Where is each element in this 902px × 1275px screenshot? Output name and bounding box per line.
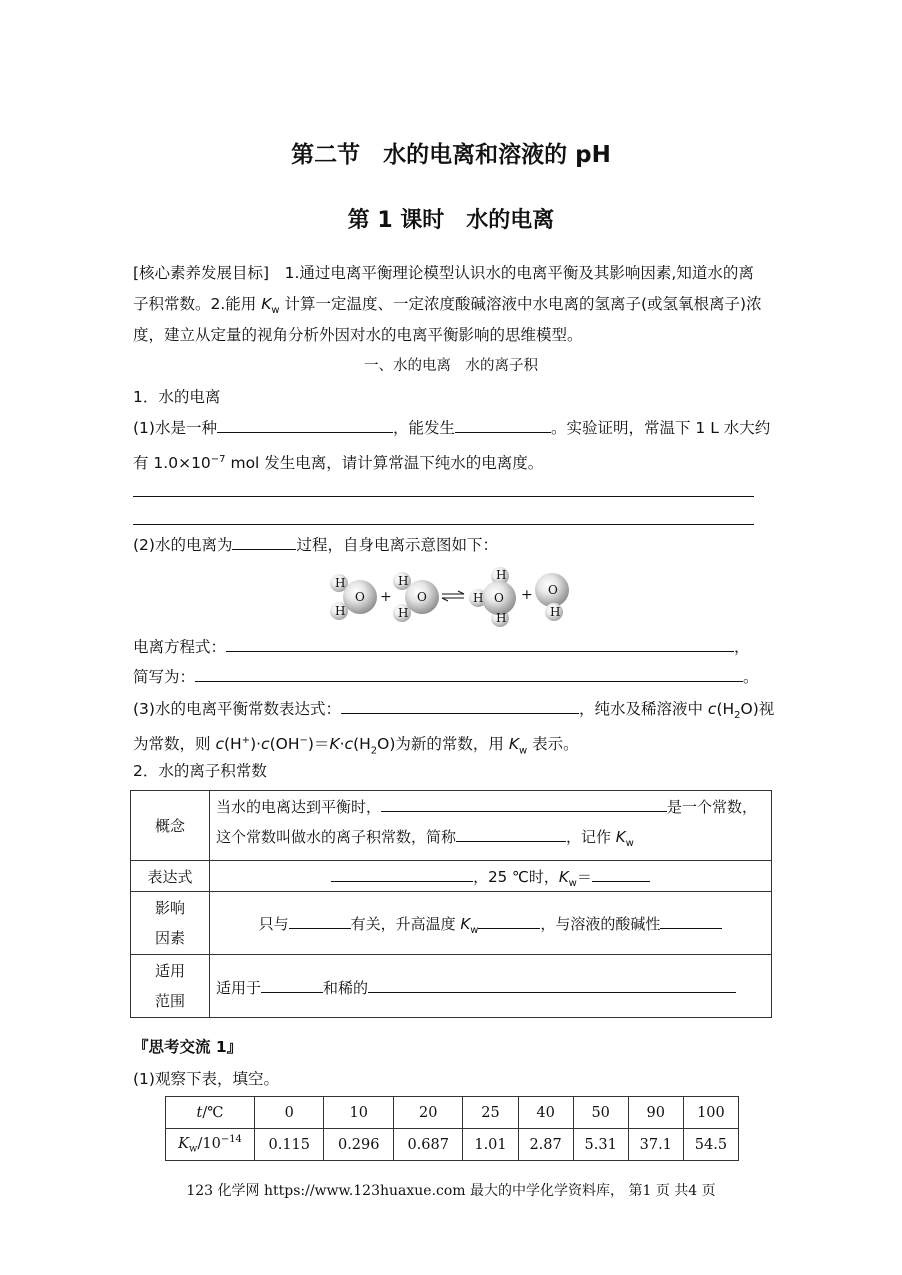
kw-exponent: −14	[220, 1134, 242, 1146]
concept-text-a: 当水的电离达到平衡时，	[216, 798, 382, 816]
q3-text-h: (OH	[269, 735, 300, 754]
temperature-cell: 25	[463, 1097, 518, 1129]
think-exchange-heading: 『思考交流 1』	[133, 1038, 243, 1056]
blank-temperature-effect[interactable]	[478, 910, 540, 929]
kw-subscript: w	[470, 925, 479, 936]
atom-label-o: O	[417, 590, 427, 604]
expression-text-a: ，25 ℃时，	[473, 868, 559, 886]
equation-comma: ，	[734, 638, 750, 656]
question-1-line-2	[133, 444, 543, 479]
factors-text-c: ，与溶液的酸碱性	[540, 915, 661, 933]
goals-line-3: 度，建立从定量的视角分析外因对水的电离平衡影响的思维模型。	[133, 326, 583, 344]
blank-short-name[interactable]	[456, 823, 566, 842]
blank-scope-1[interactable]	[261, 974, 323, 993]
concept-cell	[210, 791, 772, 861]
atom-label-h: H	[335, 604, 346, 618]
atom-label-o: O	[355, 590, 365, 604]
lesson-subtitle: 第 1 课时 水的电离	[347, 208, 555, 233]
table-row	[166, 1129, 739, 1161]
goals-text-2b: 计算一定温度、一定浓度酸碱溶液中水电离的氢离子(或氢氧根离子)浓	[279, 295, 762, 313]
blank-equilibrium-constant[interactable]	[341, 695, 579, 714]
self-ionization-diagram	[325, 566, 575, 628]
atom-label-o: O	[548, 583, 558, 597]
page-footer: 123 化学网 https://www.123huaxue.com 最大的中学化学资料库， 第1 页 共4 页	[186, 1183, 716, 1199]
expression-text-b: ＝	[576, 868, 592, 886]
scope-cell	[210, 955, 772, 1018]
blank-ionization[interactable]	[455, 414, 551, 433]
page-title: 第二节 水的电离和溶液的 pH	[291, 142, 611, 168]
q2-text-a: (2)水的电离为	[133, 536, 233, 554]
kw-value-cell: 54.5	[683, 1129, 738, 1161]
kw-subscript: w	[625, 838, 634, 849]
kw-value-cell: 37.1	[628, 1129, 683, 1161]
atom-label-h: H	[473, 591, 484, 605]
concept-text-d: ，记作	[566, 828, 616, 846]
temperature-unit: /℃	[202, 1104, 224, 1121]
blank-process[interactable]	[232, 531, 296, 550]
factors-text-a: 只与	[258, 915, 289, 933]
q1-text-c: 。实验证明，常温下 1 L 水大约	[550, 419, 771, 437]
expression-cell	[210, 861, 772, 892]
q3-sup-minus: −	[299, 735, 308, 746]
temperature-cell: 40	[518, 1097, 573, 1129]
equilibrium-arrows-icon	[441, 590, 465, 602]
subheading-ion-product: 2．水的离子积常数	[133, 762, 267, 780]
goals-label: [核心素养发展目标]	[133, 264, 270, 282]
q1-exponent: −7	[210, 454, 226, 465]
q1-text-e: mol 发生电离，请计算常温下纯水的电离度。	[225, 454, 544, 473]
blank-water-type[interactable]	[217, 414, 393, 433]
kw-subscript: w	[519, 745, 528, 757]
kw-symbol: K	[178, 1135, 189, 1152]
answer-line-1[interactable]	[133, 496, 754, 497]
atom-label-h: H	[335, 576, 346, 590]
q3-text-i: )＝	[307, 735, 330, 754]
temperature-cell: 10	[324, 1097, 393, 1129]
atom-label-h: H	[550, 605, 561, 619]
blank-acidity-effect[interactable]	[660, 910, 722, 929]
kw-subscript: w	[188, 1143, 198, 1155]
factors-text-b: 有关，升高温度	[350, 915, 461, 933]
c-symbol: c	[215, 735, 224, 754]
scope-text-b: 和稀的	[323, 979, 369, 997]
blank-concept-product[interactable]	[381, 793, 667, 812]
atom-label-h: H	[398, 606, 409, 620]
concept-text-b: 是一个常数，	[667, 798, 758, 816]
kw-symbol: K	[261, 295, 272, 313]
q3-text-l: O)为新的常数，用	[377, 735, 509, 754]
blank-short-equation[interactable]	[195, 663, 743, 682]
t-symbol: t	[196, 1104, 203, 1121]
goals-line-1	[133, 258, 754, 289]
table-row	[131, 861, 772, 892]
c-symbol: c	[707, 700, 717, 718]
blank-equation[interactable]	[226, 633, 734, 652]
q2-text-b: 过程，自身电离示意图如下：	[296, 536, 498, 554]
subheading-ionization: 1．水的电离	[133, 388, 221, 406]
observe-instruction: (1)观察下表，填空。	[133, 1070, 279, 1088]
kw-symbol: K	[615, 828, 626, 846]
q1-text-a: (1)水是一种	[133, 419, 217, 437]
kw-header	[166, 1129, 255, 1161]
kw-symbol: K	[460, 915, 471, 933]
equation-label: 电离方程式：	[133, 638, 227, 656]
q3-text-a: (3)水的电离平衡常数表达式：	[133, 700, 341, 718]
ionization-equation-row	[133, 632, 750, 663]
scope-text-a: 适用于	[216, 979, 262, 997]
row-head-scope	[131, 955, 210, 1018]
atom-label-h: H	[496, 568, 507, 582]
q3-text-b: ，纯水及稀溶液中	[578, 700, 708, 718]
atom-label-o: O	[494, 591, 504, 605]
kw-subscript: w	[271, 305, 280, 317]
kw-symbol: K	[558, 868, 569, 886]
c-symbol: c	[261, 735, 270, 754]
blank-expression[interactable]	[331, 863, 473, 882]
plus-sign: +	[521, 587, 533, 603]
blank-scope-2[interactable]	[368, 974, 736, 993]
atom-label-h: H	[398, 574, 409, 588]
q3-text-k: (H	[353, 735, 371, 754]
q3-text-e: 为常数，则	[133, 735, 216, 754]
table-row	[131, 892, 772, 955]
factors-head-2: 因素	[154, 929, 185, 947]
scope-head-2: 范围	[154, 992, 185, 1010]
temperature-cell: 90	[628, 1097, 683, 1129]
goals-text-2a: 子积常数。2.能用	[133, 295, 262, 313]
q3-text-m: 表示。	[527, 735, 579, 754]
row-head-factors	[131, 892, 210, 955]
q3-text-f: (H	[223, 735, 242, 754]
q3-sup-plus: +	[241, 735, 251, 746]
question-1-line-1	[133, 413, 770, 444]
scope-head-1: 适用	[154, 962, 185, 980]
blank-factor[interactable]	[289, 910, 351, 929]
goals-text-1: 1.通过电离平衡理论模型认识水的电离平衡及其影响因素,知道水的离	[269, 264, 754, 282]
kw-value-cell: 0.296	[324, 1129, 393, 1161]
answer-line-2[interactable]	[133, 524, 754, 525]
section-heading: 一、水的电离 水的离子积	[364, 358, 538, 374]
factors-head-1: 影响	[154, 899, 185, 917]
ion-product-table	[130, 790, 772, 1018]
concept-text-c: 这个常数叫做水的离子积常数，简称	[216, 828, 457, 846]
temperature-header	[166, 1097, 255, 1129]
table-row	[131, 955, 772, 1018]
kw-value-cell: 1.01	[463, 1129, 518, 1161]
atom-label-h: H	[496, 611, 507, 625]
c-symbol: c	[344, 735, 354, 754]
row-head-expression: 表达式	[131, 861, 210, 892]
row-head-concept: 概念	[131, 791, 210, 861]
short-form-period: 。	[743, 668, 759, 686]
table-row	[166, 1097, 739, 1129]
kw-value-cell: 0.687	[393, 1129, 462, 1161]
kw-value-cell: 5.31	[573, 1129, 628, 1161]
factors-cell	[210, 892, 772, 955]
kw-unit: /10	[197, 1135, 221, 1152]
temperature-cell: 100	[683, 1097, 738, 1129]
kw-subscript: w	[568, 878, 577, 889]
q3-text-d: O)视	[740, 700, 775, 718]
q1-text-d: 有 1.0×10	[133, 454, 211, 473]
kw-value-cell: 0.115	[255, 1129, 324, 1161]
question-2	[133, 530, 498, 561]
temperature-cell: 20	[393, 1097, 462, 1129]
kw-value-cell: 2.87	[518, 1129, 573, 1161]
q1-text-b: ，能发生	[392, 419, 455, 437]
kw-symbol: K	[508, 735, 520, 754]
blank-kw-value[interactable]	[592, 863, 650, 882]
temperature-cell: 0	[255, 1097, 324, 1129]
q3-subscript: 2	[370, 745, 378, 757]
q3-text-c: (H	[716, 700, 735, 718]
q3-text-j: ·	[339, 735, 345, 754]
q3-text-g: )·	[250, 735, 262, 754]
k-symbol: K	[329, 735, 340, 754]
short-equation-row	[133, 662, 759, 693]
q3-subscript: 2	[734, 710, 741, 722]
kw-temperature-table	[165, 1096, 739, 1161]
table-row	[131, 791, 772, 861]
short-form-label: 简写为：	[133, 668, 196, 686]
plus-sign: +	[380, 589, 392, 605]
temperature-cell: 50	[573, 1097, 628, 1129]
